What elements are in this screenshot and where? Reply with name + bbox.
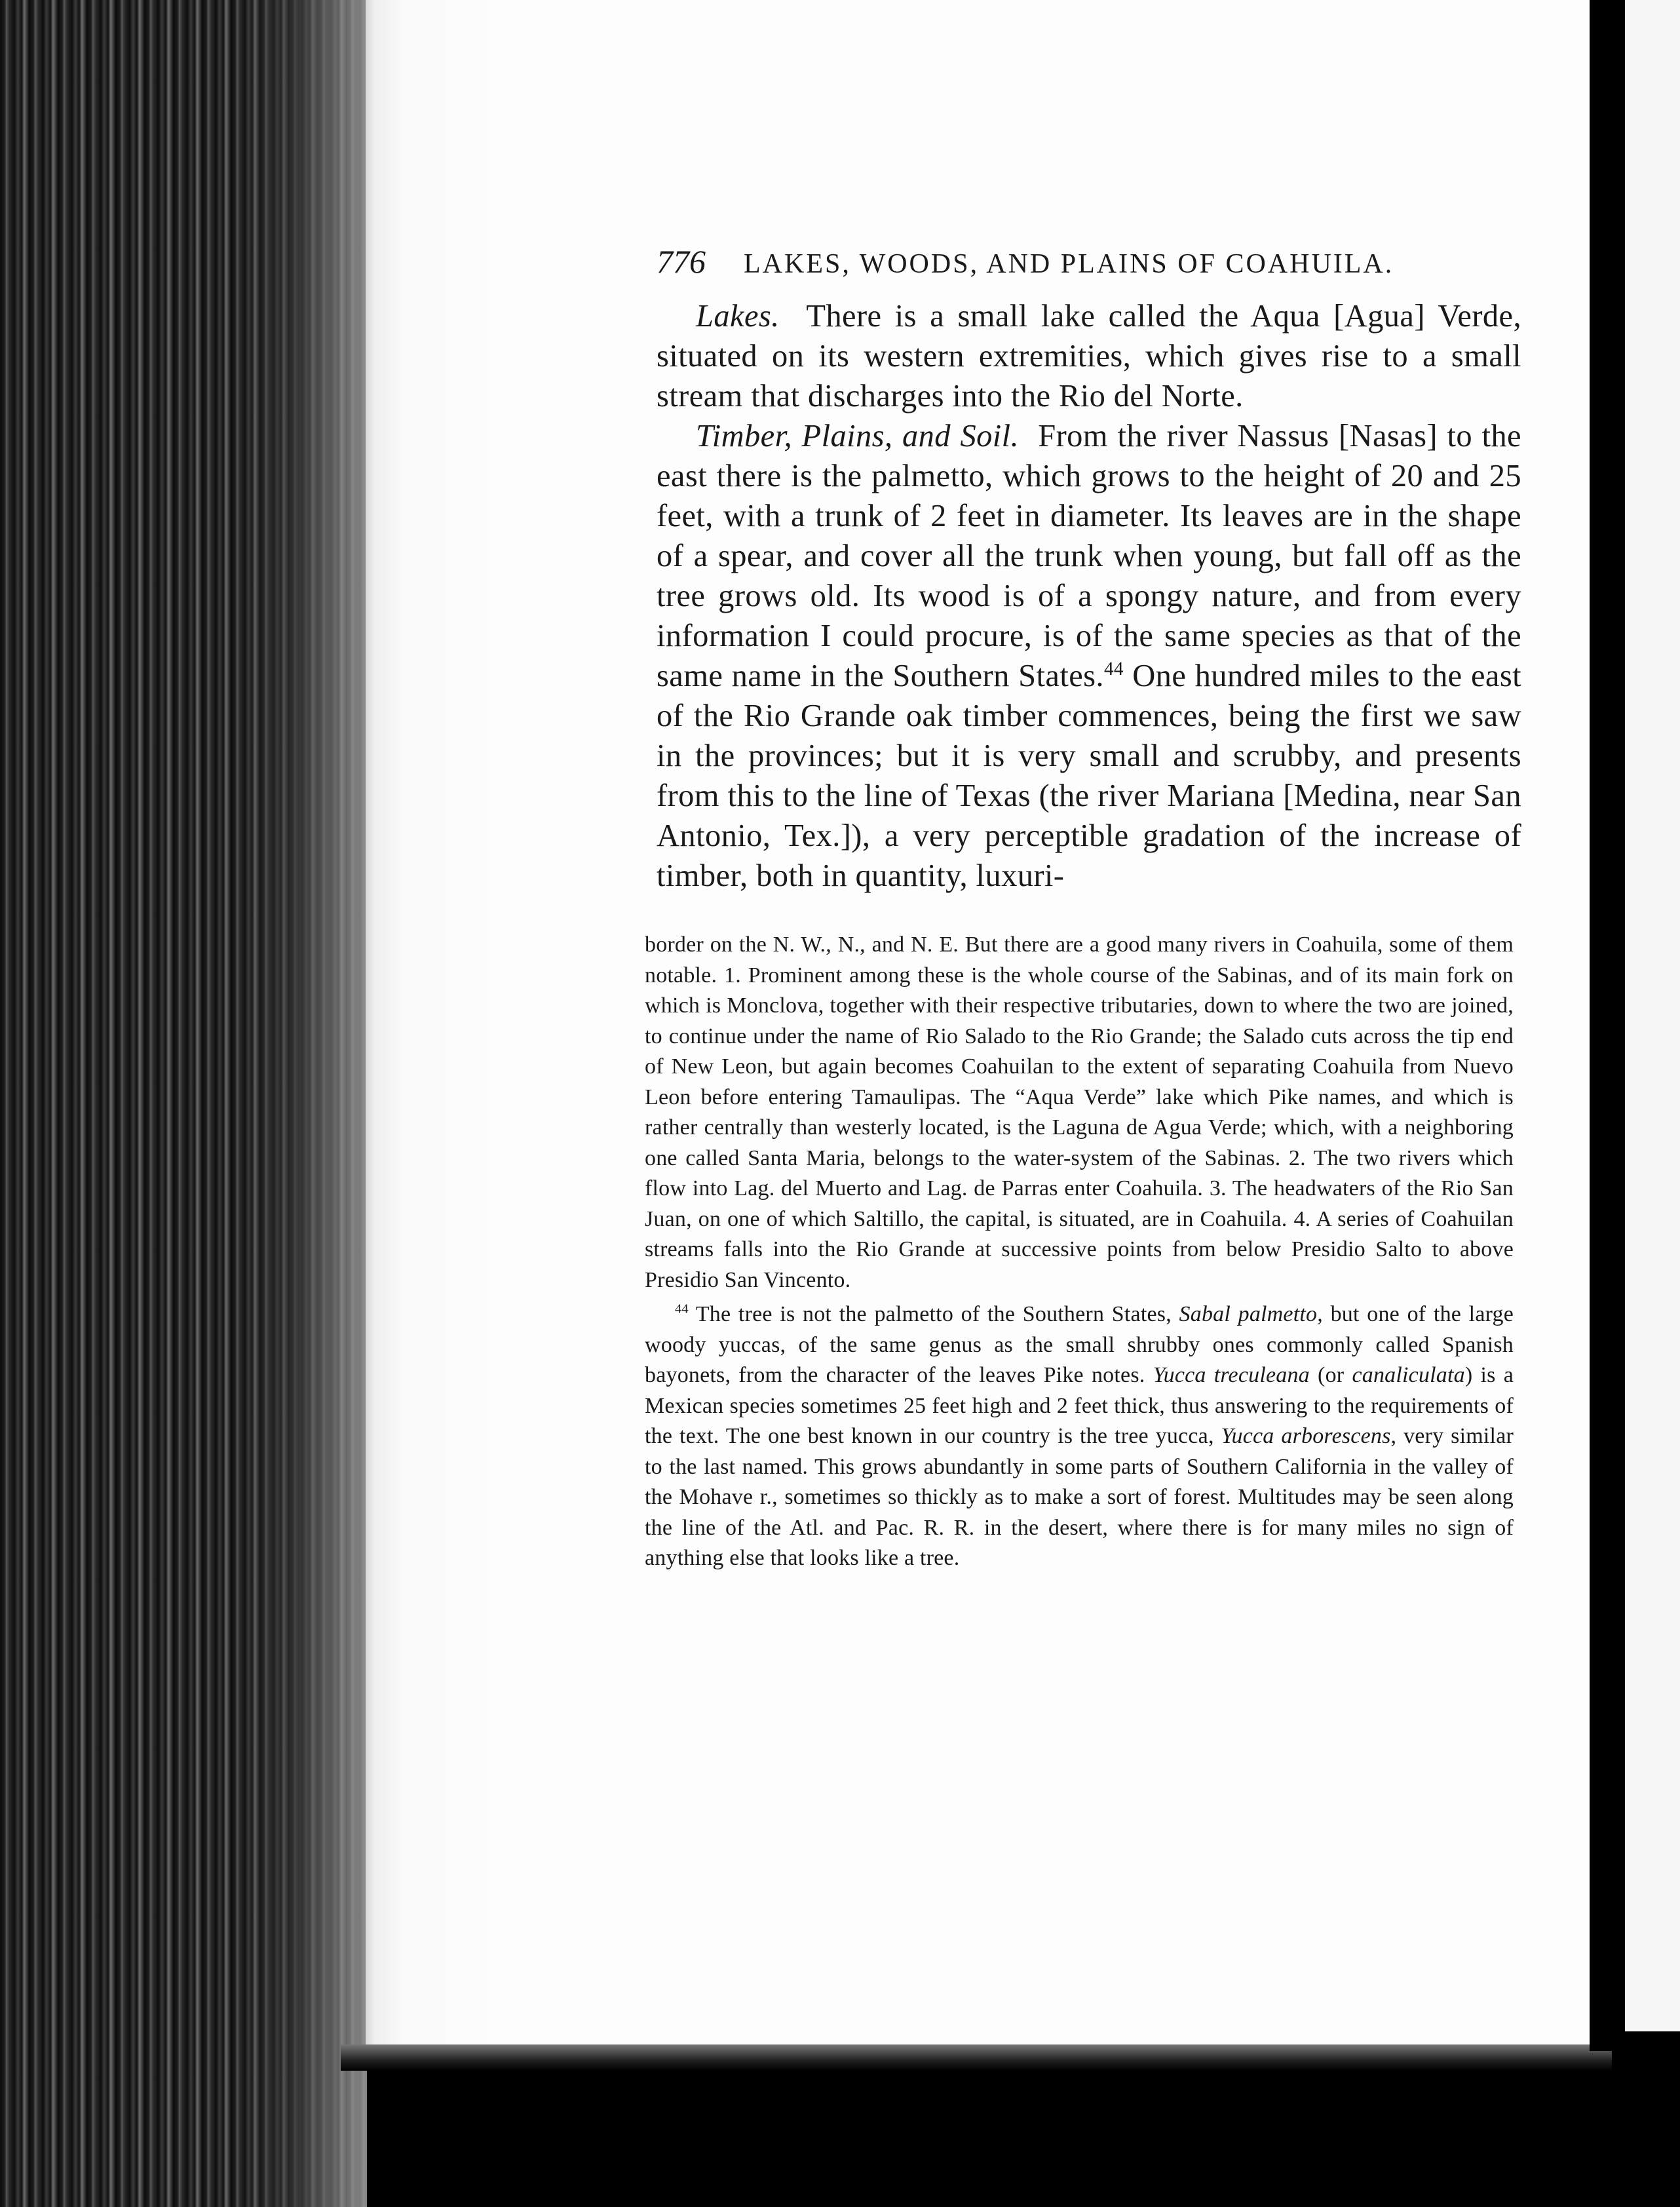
footnote-44-text-b: but one of the large woody yuccas, of the same genus as the small shrubby ones commonly called Spanish bayonets, from the character of the leaves Pike notes.: [645, 1302, 1514, 1387]
timber-text-2: One hundred miles to the east of the Rio Grande oak timber commences, being the first we saw in the provinces; but it is very small and scrubby, and presents from this to the line of Texas (the river Mariana [Medina, near San Antonio, Tex.]), a very perceptible gradation of the increase of timber, both in quantity, luxuri-: [657, 659, 1521, 893]
footnote-44-yucca-treculeana: Yucca treculeana: [1153, 1363, 1310, 1387]
footnotes: [645, 930, 1514, 1574]
footnote-44-number: 44: [675, 1301, 689, 1316]
page-content: [642, 242, 1533, 1574]
running-title: LAKES, WOODS, AND PLAINS OF COAHUILA.: [744, 249, 1394, 279]
footnote-ref-44: 44: [1103, 658, 1124, 680]
running-head: [657, 242, 1533, 288]
lakes-text: There is a small lake called the Aqua [Agua] Verde, situated on its western extremities, which gives rise to a small stream that discharges into the Rio del Norte.: [657, 299, 1521, 413]
page-bottom-edge: [341, 2044, 1612, 2071]
footnote-44-canaliculata: canaliculata: [1352, 1363, 1465, 1387]
footnote-44: [645, 1299, 1514, 1574]
main-text: [657, 296, 1521, 896]
footnote-44-text-a: The tree is not the palmetto of the Southern States,: [695, 1302, 1172, 1326]
timber-text-1: From the river Nassus [Nasas] to the east there is the palmetto, which grows to the height of 20 and 25 feet, with a trunk of 2 feet in diameter. Its leaves are in the shape of a spear, and cover all the trunk when young, but fall off as the tree grows old. Its wood is of a spongy nature, and from every information I could procure, is of the same species as that of the same name in the Southern States.: [657, 419, 1521, 693]
gutter-shadow: [236, 0, 367, 2207]
facing-page-edge: [1625, 0, 1680, 2031]
footnote-44-text-e: very similar to the last named. This grows abundantly in some parts of Southern California in the valley of the Mohave r., sometimes so thickly as to make a sort of forest. Multitudes may be seen along the line of the Atl. and Pac. R. R. in the desert, where there is for many miles no sign of anything else that looks like a tree.: [645, 1424, 1514, 1570]
page-number: 776: [657, 243, 706, 280]
timber-paragraph: [657, 416, 1521, 896]
footnote-44-sabal: Sabal palmetto,: [1179, 1302, 1323, 1326]
footnote-continued: border on the N. W., N., and N. E. But there are a good many rivers in Coahuila, some of them notable. 1. Prominent among these is the whole course of the Sabinas, and of its main fork on which is Monclova, together with their respective tributaries, down to where the two are joined, to continue under the name of Rio Salado to the Rio Grande; the Salado cuts across the tip end of New Leon, but again becomes Coahuilan to the extent of separating Coahuila from Nuevo Leon before entering Tamaulipas. The “Aqua Verde” lake which Pike names, and which is rather centrally than westerly located, is the Laguna de Agua Verde; which, with a neighboring one called Santa Maria, belongs to the water-system of the Sabinas. 2. The two rivers which flow into Lag. del Muerto and Lag. de Parras enter Coahuila. 3. The headwaters of the Rio San Juan, on one of which Saltillo, the capital, is situated, are in Coahuila. 4. A series of Coahuilan streams falls into the Rio Grande at successive points from below Presidio Salto to above Presidio San Vincento.: [645, 932, 1514, 1292]
footnote-44-text-c: (or: [1318, 1363, 1345, 1387]
page-gap: [1590, 0, 1625, 2051]
lakes-heading: Lakes.: [696, 299, 780, 334]
timber-heading: Timber, Plains, and Soil.: [696, 419, 1020, 453]
footnote-44-yucca-arborescens: Yucca arborescens,: [1221, 1424, 1397, 1448]
footnote-44-text-d: ) is a Mexican species sometimes 25 feet high and 2 feet thick, thus answering to the requirements of the text. The one best known in our country is the tree yucca,: [645, 1363, 1514, 1448]
lakes-paragraph: [657, 296, 1521, 416]
